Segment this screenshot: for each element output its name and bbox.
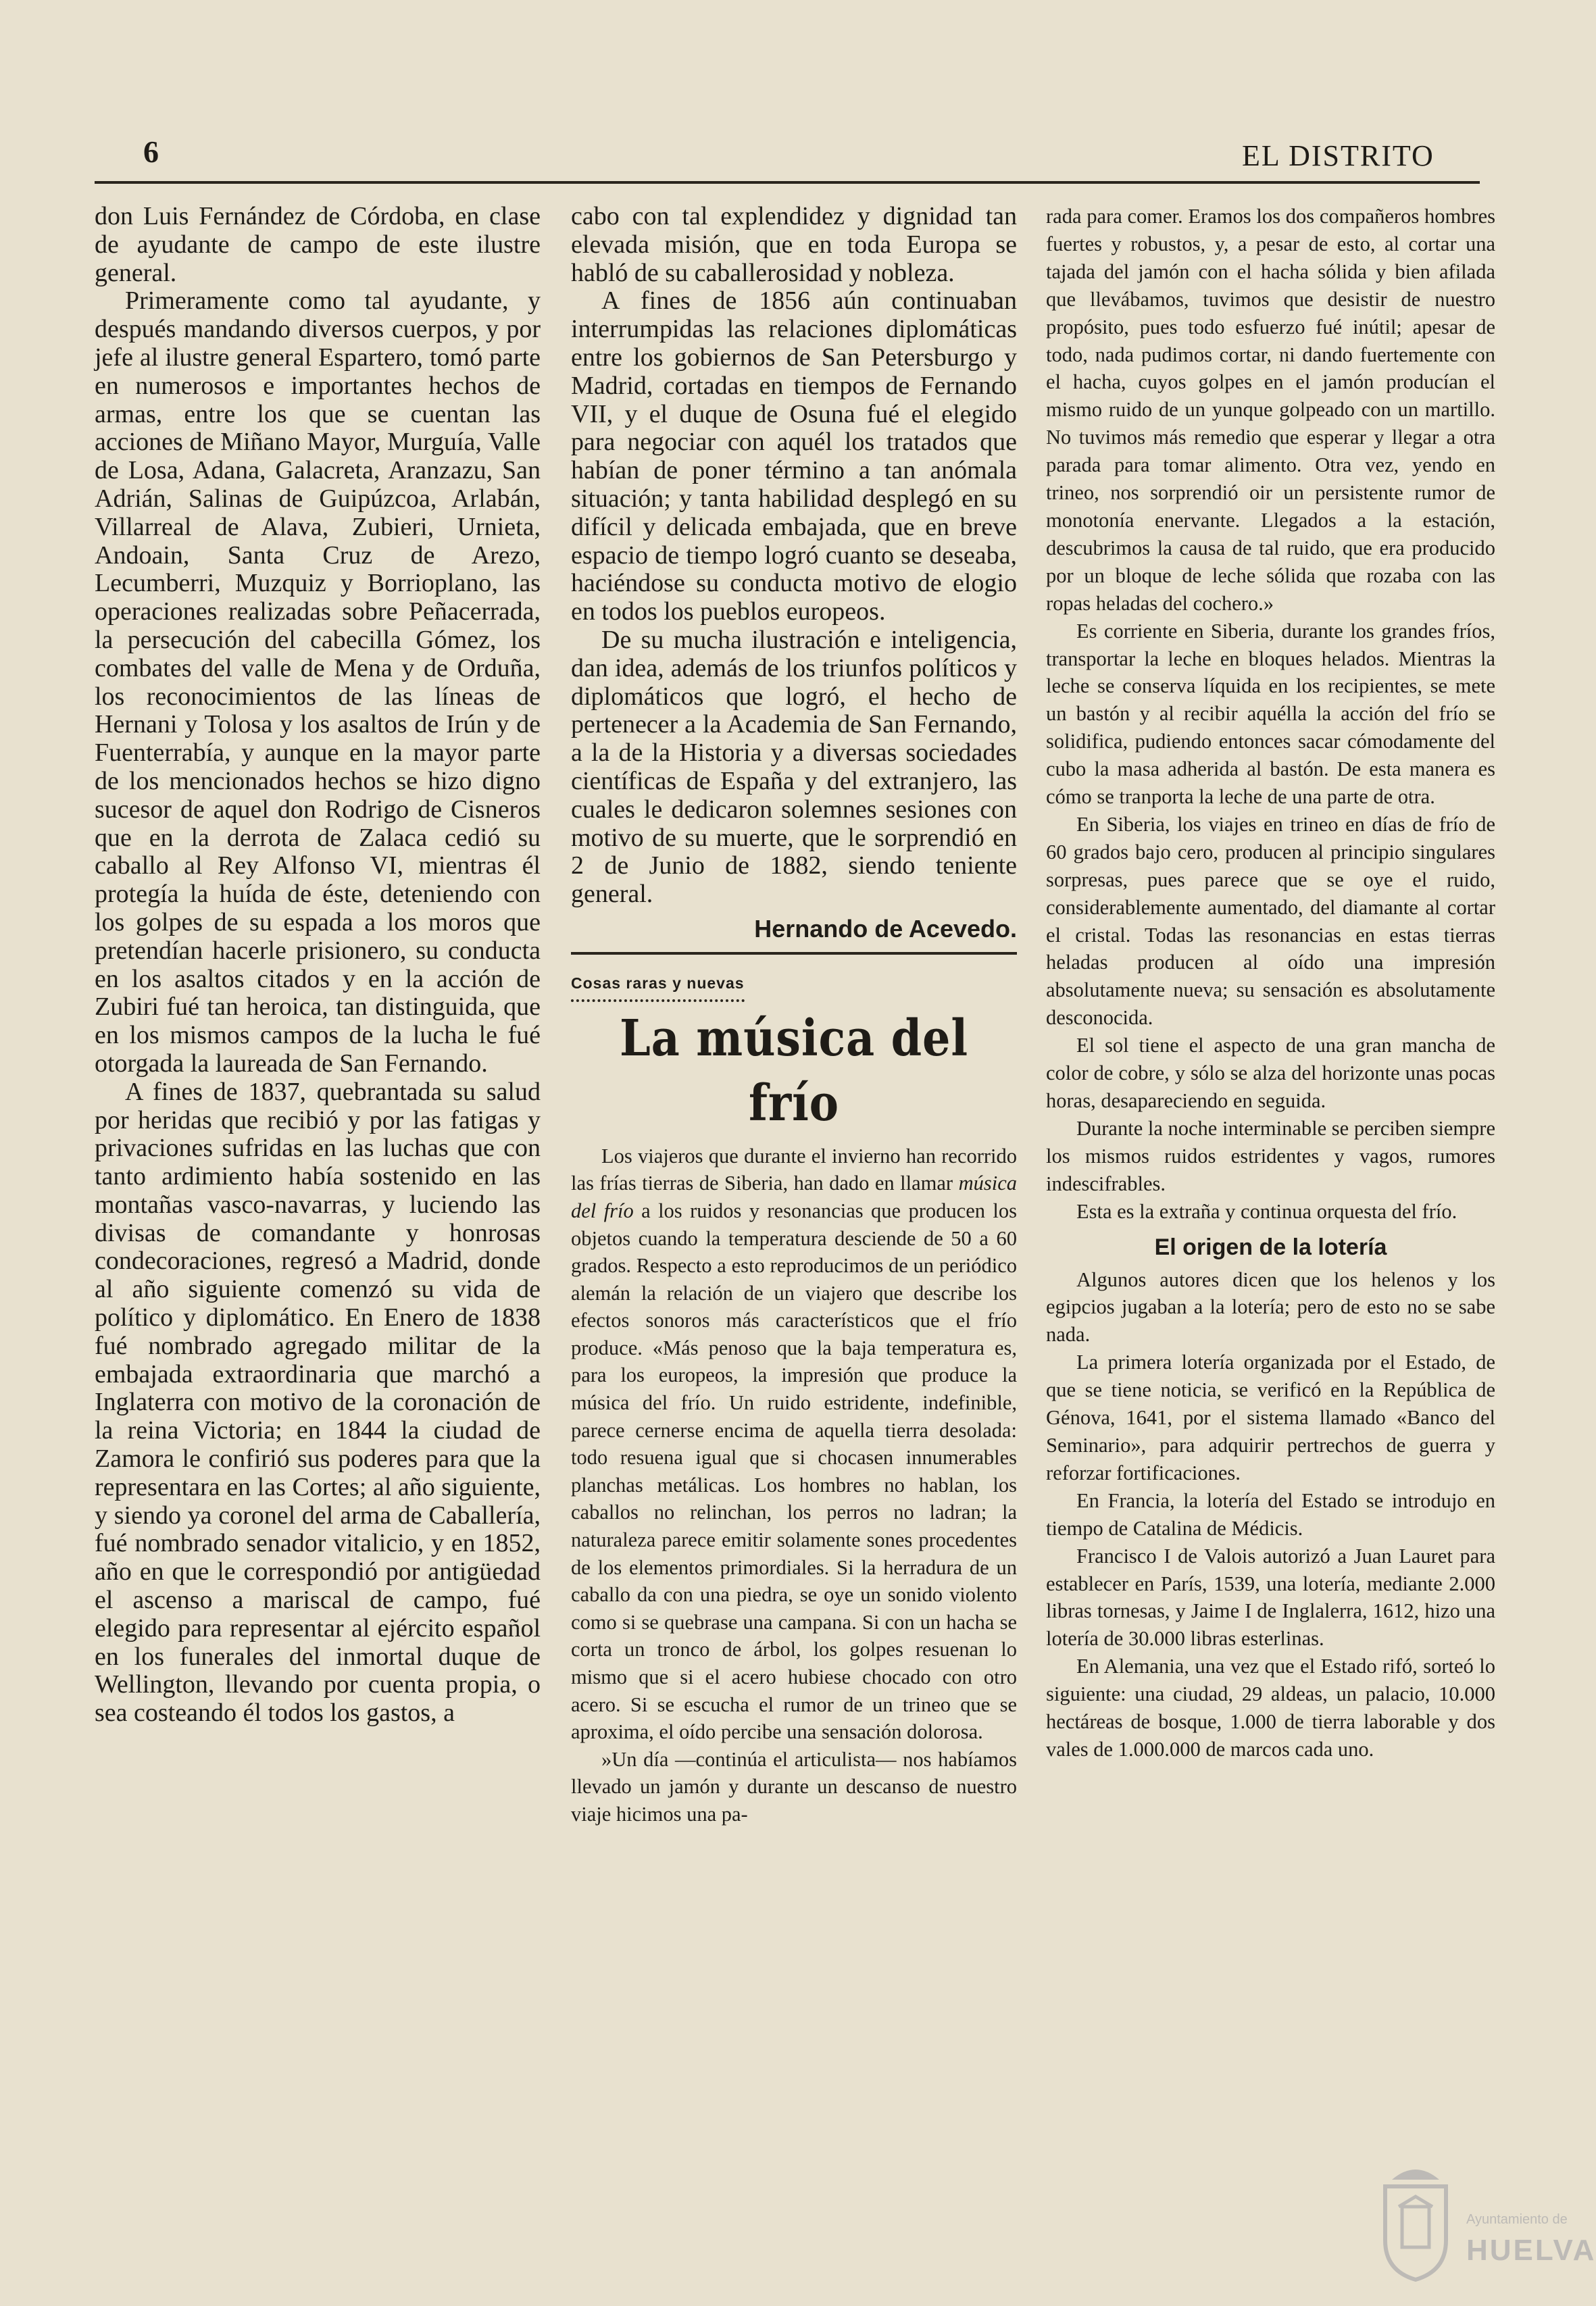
paragraph: La primera lotería organizada por el Estado, de que se tiene noticia, se verificó en la República de Génova, 1641, por el sistema llamado «Banco del Seminario», para adquirir pertrechos de guerra y reforzar fortificaciones. (1046, 1351, 1495, 1484)
page-number: 6 (143, 134, 159, 169)
paragraph: cabo con tal explendidez y dignidad tan elevada misión, que en toda Europa se habló de su caballerosidad y nobleza. (571, 202, 1017, 287)
paragraph: A fines de 1856 aún continuaban interrumpidas las relaciones diplomáticas entre los gobiernos de San Petersburgo y Madrid, cortadas en tiempos de Fernando VII, y el duque de Osuna fué el elegido para negociar con aquél los tratados que habían de poner término a tan anómala situación; y tanta habilidad desplegó en su difícil y delicada embajada, que en breve espacio de tiempo logró cuanto se deseaba, haciéndose su conducta motivo de elogio en todos los pueblos europeos. (571, 286, 1017, 626)
subheading: El origen de la lotería (1154, 1234, 1387, 1260)
paragraph: El sol tiene el aspecto de una gran mancha de color de cobre, y sólo se alza del horizonte unas pocas horas, desapareciendo en seguida. (1046, 1034, 1495, 1112)
author-signature: Hernando de Acevedo. (754, 914, 1017, 943)
header-rule (95, 181, 1480, 184)
paragraph: Francisco I de Valois autorizó a Juan Lauret para establecer en París, 1539, una lotería, mediante 2.000 libras tornesas, y Jaime I de Inglalerra, 1612, hizo una lotería de 30.000 libras esterlinas. (1046, 1544, 1495, 1651)
paragraph: Algunos autores dicen que los helenos y los egipcios jugaban a la lotería; pero de esto no se sabe nada. (1046, 1268, 1495, 1347)
paragraph: don Luis Fernández de Córdoba, en clase de ayudante de campo de este ilustre general. (95, 202, 541, 287)
article-paragraph (571, 1143, 1017, 1746)
masthead: EL DISTRITO (1242, 139, 1435, 172)
text-run: Los viajeros que durante el invierno han recorrido las frías tierras de Siberia, han dado en llamar (571, 1144, 1017, 1195)
emphasized-term: música del frío (571, 1172, 1017, 1222)
paragraph: Es corriente en Siberia, durante los grandes fríos, transportar la leche en bloques helados. Mientras la leche se conserva líquida en los recipientes, se mete un bastón y al recibir aquélla la acción del frío se solidifica, pudiendo entonces sacar cómodamente del cubo la masa adherida al bastón. De esta manera es cómo se tranporta la leche de una parte de otra. (1046, 619, 1495, 809)
paragraph: De su mucha ilustración e inteligencia, dan idea, además de los triunfos políticos y diplomáticos que logró, el hecho de pertenecer a la Academia de San Fernando, a la de la Historia y a diversas sociedades científicas de España y del extranjero, las cuales le dedicaron solemnes sesiones con motivo de su muerte, que le sorprendió en 2 de Junio de 1882, siendo teniente general. (571, 625, 1017, 909)
column-1 (95, 203, 541, 1728)
text-run: a los ruidos y resonancias que producen los objetos cuando la temperatura desciende de 50 a 60 grados. Respecto a esto reproducimos de un periódico alemán la relación de un viajero que describe los efectos sonoros más característicos que el frío produce. «Más penoso que la baja temperatura es, para los europeos, la impresión que produce la música del frío. Un ruido estridente, indefinible, parece cernerse encima de aquella tierra desolada: todo resuena igual que si chocasen innumerables planchas metálicas. Los hombres no hablan, los caballos no relinchan, los perros no ladran; la naturaleza parece emitir solamente sones procedentes de los elementos primordiales. Si la herradura de un caballo da con una piedra, se oye un sonido violento como si se quebrase una campana. Si con un hacha se corta un tronco de árbol, los golpes resuenan lo mismo que si el acero hubiese chocado con otro acero. Si se escucha el rumor de un trineo que se aproxima, el oído percibe una sensación dolorosa. (571, 1199, 1017, 1744)
paragraph: En Alemania, una vez que el Estado rifó, sorteó lo siguiente: una ciudad, 29 aldeas, un palacio, 10.000 hectáreas de bosque, 1.000 de tierra laborable y dos vales de 1.000.000 de marcos cada uno. (1046, 1655, 1495, 1761)
watermark-title: HUELVA (1466, 2234, 1596, 2267)
paragraph: Esta es la extraña y continua orquesta del frío. (1076, 1199, 1457, 1223)
paragraph: En Siberia, los viajes en trineo en días de frío de 60 grados bajo cero, producen al principio singulares sorpresas, pues parece que se oye el ruido, considerablemente aumentado, del diamante al cortar el cristal. Todas las resonancias en estas tierras heladas producen al oído una impresión absolutamente nueva; su sensación es absolutamente desconocida. (1046, 812, 1495, 1030)
paragraph: En Francia, la lotería del Estado se introdujo en tiempo de Catalina de Médicis. (1046, 1488, 1495, 1540)
article-paragraph: »Un día —continúa el articulista— nos habíamos llevado un jamón y durante un descanso de nuestro viaje hicimos una pa- (571, 1747, 1017, 1826)
watermark-small-text: Ayuntamiento de (1466, 2212, 1568, 2227)
huelva-crest-icon (1372, 2159, 1460, 2281)
column-2 (571, 203, 1017, 1828)
section-label: Cosas raras y nuevas (571, 970, 745, 1002)
paragraph: rada para comer. Eramos los dos compañeros hombres fuertes y robustos, y, a pesar de esto, al cortar una tajada del jamón con el hacha sólida y bien afilada que llevábamos, tuvimos que desistir de nuestro propósito, pues todo esfuerzo fué inútil; apesar de todo, nada pudimos cortar, ni dando fuertemente con el hacha, cuyos golpes en el jamón producían el mismo ruido de un yunque golpeado con un martillo. No tuvimos más remedio que esperar y llegar a otra parada para tomar alimento. Otra vez, yendo en trineo, nos sorprendió oir un persistente rumor de monotonía enervante. Llegados a la estación, descubrimos la causa de tal ruido, que era producido por un bloque de leche sólida que rozaba con las ropas heladas del cochero.» (1046, 205, 1495, 615)
article-title: La música del frío (620, 1009, 968, 1132)
paragraph: A fines de 1837, quebrantada su salud por heridas que recibió y por las fatigas y privaciones sufridas en las luchas que con tanto ardimiento había sostenido en las montañas vasco-navarras, y luciendo las divisas de comandante y honrosas condecoraciones, regresó a Madrid, donde al año siguiente comenzó su vida de político y diplomático. En Enero de 1838 fué nombrado agregado militar de la embajada extraordinaria que marchó a Inglaterra con motivo de la coronación de la reina Victoria; en 1844 la ciudad de Zamora le confirió sus poderes para que la representara en las Cortes; al año siguiente, y siendo ya coronel del arma de Caballería, fué nombrado senador vitalicio, y en 1852, año en que le correspondió por antigüedad el ascenso a mariscal de campo, fué elegido para representar al ejército español en los funerales del inmortal duque de Wellington, llevando por cuenta propia, o sea costeando él todos los gastos, a (95, 1077, 541, 1728)
column-3 (1046, 203, 1495, 1763)
archive-watermark (1372, 2159, 1596, 2288)
paragraph: Primeramente como tal ayudante, y después mandando diversos cuerpos, y por jefe al ilustre general Espartero, tomó parte en numerosos e importantes hechos de armas, entre los que se cuentan las acciones de Miñano Mayor, Murguía, Valle de Losa, Adana, Galacreta, Aranzazu, San Adrián, Salinas de Guipúzcoa, Arlabán, Villarreal de Alava, Zubieri, Urnieta, Andoain, Santa Cruz de Arezo, Lecumberri, Muzquiz y Borrioplano, las operaciones realizadas sobre Peñacerrada, la persecución del cabecilla Gómez, los combates del valle de Mena y de Orduña, los reconocimientos de las líneas de Hernani y Tolosa y los asaltos de Irún y de Fuenterrabía, y aunque en la mayor parte de los mencionados hechos se hizo digno sucesor de aquel don Rodrigo de Cisneros que en la derrota de Zalaca cedió su caballo al Rey Alfonso VI, mientras él protegía la huída de éste, deteniendo con los golpes de su espada a los moros que pretendían hacerle prisionero, su conducta en los asaltos citados y en la acción de Zubiri fué tan heroica, tan distinguida, que en los mismos campos de la lucha le fué otorgada la laureada de San Fernando. (95, 286, 541, 1078)
paragraph: Durante la noche interminable se perciben siempre los mismos ruidos estridentes y vagos, rumores indescifrables. (1046, 1116, 1495, 1195)
section-divider (571, 952, 1017, 955)
